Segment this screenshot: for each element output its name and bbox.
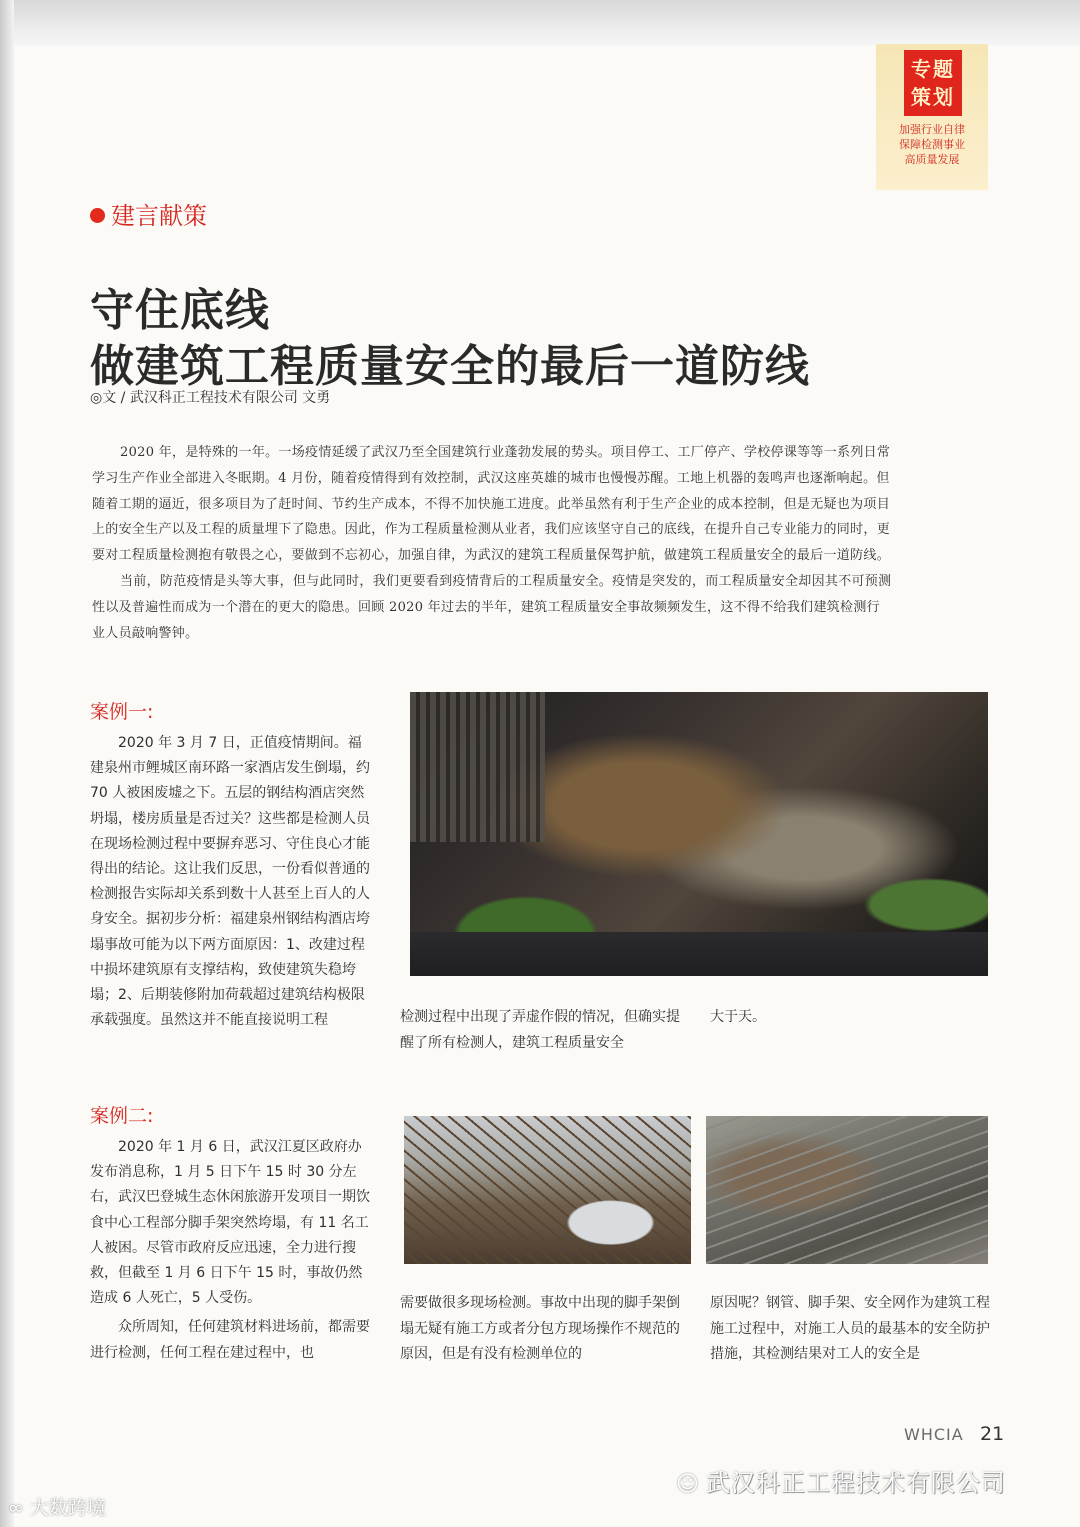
bullet-dot-icon [90, 208, 105, 223]
wechat-watermark-text: 武汉科正工程技术有限公司 [705, 1469, 1006, 1497]
case2-column2: 需要做很多现场检测。事故中出现的脚手架倒塌无疑有施工方或者分包方现场操作不规范的原因，但是有没有检测单位的 [400, 1295, 680, 1362]
case2-heading: 案例二: [90, 1105, 154, 1127]
scaffold-collapse-photo [404, 1116, 691, 1264]
case1-paragraph: 2020 年 3 月 7 日，正值疫情期间。福建泉州市鲤城区南环路一家酒店发生倒塌，约 70 人被困废墟之下。五层的钢结构酒店突然坍塌，楼房质量是否过关？这些都是检测人员在现场检测过程中要摒弃恶习、守住良心才能得出的结论。这让我们反思，一份看似普通的检测报告实际却关系到数十人甚至上百人的人身安全。据初步分析：福建泉州钢结构酒店垮塌事故可能为以下两方面原因：1、改建过程中损坏建筑原有支撑结构，致使建筑失稳垮塌；2、后期装修附加荷载超过建筑结构极限承载强度。虽然这并不能直接说明工程 [90, 735, 370, 1029]
case1-column1 [90, 731, 372, 1061]
feature-tag [876, 44, 988, 190]
wechat-icon: ☺ [676, 1472, 700, 1497]
photo-road-shape [410, 932, 988, 976]
case1-column2: 检测过程中出现了弄虚作假的情况，但确实提醒了所有检测人，建筑工程质量安全 [400, 1009, 680, 1051]
scan-top-edge [0, 0, 1080, 46]
page-number: 21 [980, 1423, 1005, 1445]
feature-tag-line2: 策划 [911, 85, 955, 109]
feature-tag-line1: 专题 [911, 57, 955, 81]
corner-watermark-icon: ∞ [8, 1497, 30, 1519]
case2-paragraph-1: 2020 年 1 月 6 日，武汉江夏区政府办发布消息称，1 月 5 日下午 15 时 30 分左右，武汉巴登城生态休闲旅游开发项目一期饮食中心工程部分脚手架突然垮塌，有 11 名工人被困。尽管市政府反应迅速，全力进行搜救，但截至 1 月 6 日下午 15 时，事故仍然造成 6 人死亡，5 人受伤。 [90, 1139, 370, 1307]
byline: ◎文 / 武汉科正工程技术有限公司 文勇 [90, 390, 331, 406]
feature-tag-badge [904, 50, 962, 116]
intro-paragraph-2: 当前，防范疫情是头等大事，但与此同时，我们更要看到疫情背后的工程质量安全。疫情是突发的，而工程质量安全却因其不可预测性以及普遍性而成为一个潜在的更大的隐患。回顾 2020 年过去的半年，建筑工程质量安全事故频频发生，这不得不给我们建筑检测行业人员敲响警钟。 [92, 573, 892, 641]
feature-tag-sub-3: 高质量发展 [904, 153, 960, 166]
wechat-watermark [676, 1463, 1006, 1498]
case1-column3: 大于天。 [710, 1009, 766, 1025]
corner-watermark-text: 大数跨境 [29, 1497, 106, 1519]
hotel-collapse-photo [410, 692, 988, 976]
case2-column3: 原因呢？钢管、脚手架、安全网作为建筑工程施工过程中，对施工人员的最基本的安全防护措施，其检测结果对工人的安全是 [710, 1295, 990, 1362]
case2-column1 [90, 1135, 372, 1365]
aerial-scaffold-photo [706, 1116, 988, 1264]
photo-building-shape [410, 692, 545, 842]
section-label [90, 196, 207, 231]
intro-text [92, 440, 892, 646]
article-title-line2: 做建筑工程质量安全的最后一道防线 [90, 341, 810, 392]
case2-paragraph-2: 众所周知，任何建筑材料进场前，都需要进行检测，任何工程在建过程中，也 [90, 1319, 370, 1361]
section-label-text: 建言献策 [111, 202, 207, 230]
case1-heading: 案例一: [90, 701, 154, 723]
footer-brand: WHCIA [904, 1425, 964, 1444]
feature-tag-sub-2: 保障检测事业 [899, 138, 965, 151]
feature-tag-subtitle [876, 122, 988, 167]
corner-watermark [8, 1493, 106, 1520]
article-title-line1: 守住底线 [90, 285, 270, 336]
intro-paragraph-1: 2020 年，是特殊的一年。一场疫情延缓了武汉乃至全国建筑行业蓬勃发展的势头。项目停工、工厂停产、学校停课等等一系列日常学习生产作业全部进入冬眠期。4 月份，随着疫情得到有效控制，武汉这座英雄的城市也慢慢苏醒。工地上机器的轰鸣声也逐渐响起。但随着工期的逼近，很多项目为了赶时间、节约生产成本，不得不加快施工进度。此举虽然有利于生产企业的成本控制，但是无疑也为项目上的安全生产以及工程的质量埋下了隐患。因此，作为工程质量检测从业者，我们应该坚守自己的底线，在提升自己专业能力的同时，更要对工程质量检测抱有敬畏之心，要做到不忘初心，加强自律，为武汉的建筑工程质量保驾护航，做建筑工程质量安全的最后一道防线。 [92, 445, 891, 564]
feature-tag-sub-1: 加强行业自律 [899, 123, 965, 136]
scan-left-edge [0, 0, 14, 1527]
